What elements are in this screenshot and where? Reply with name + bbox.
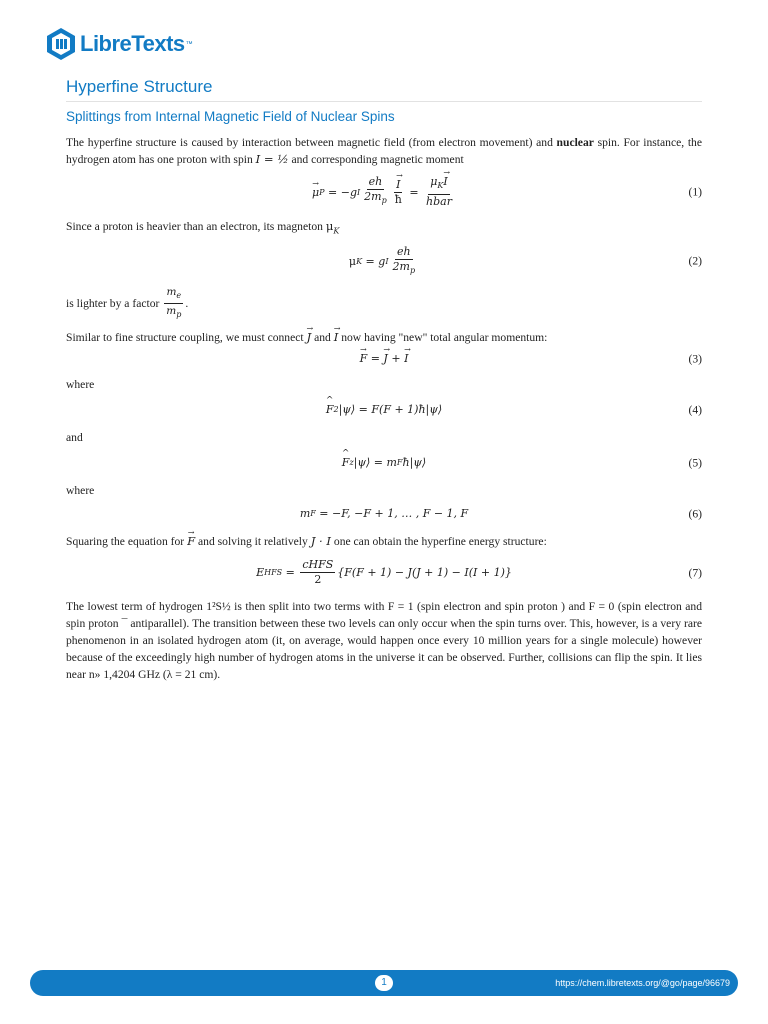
coupling-j: → J (307, 329, 312, 346)
where-text-2: where (66, 483, 95, 497)
eq5-m-sub: F (396, 458, 403, 467)
eq7-e-sub: HFS (264, 568, 283, 577)
coupling-and: and (311, 330, 334, 344)
coupling-text-1: Similar to fine structure coupling, we must connect (66, 330, 307, 344)
equation-3 (66, 346, 702, 372)
equation-number-4: (4) (688, 403, 702, 416)
equation-5 (66, 448, 702, 478)
coupling-text-2: now having "new" total angular momentum: (338, 330, 548, 344)
squaring-text-1: Squaring the equation for (66, 534, 188, 548)
eq1-g-sub: I (357, 187, 361, 197)
equation-7 (66, 552, 702, 594)
eq1-f3-num-mu: μ (430, 175, 438, 189)
equation-number-1: (1) (688, 185, 702, 199)
hyperfine-conclusion-paragraph: The lowest term of hydrogen 1²S½ is then split into two terms with F = 1 (spin electron and spin proton ) and F = 0 (spin electron and spin proton ¯ antiparallel). The transition between these two levels can only occur when the spin turns over. This, however, is a very rare phenomenon in an isolated hydrogen atom (it, on average, would happen once every 10 million years for a single molecule) however because of the exceedingly high number of hydrogen atoms in the universe it can be observed. Further, collisions can flip the spin. It lies near n» 1,4204 GHz (λ = 21 cm). (66, 599, 702, 681)
eq5-rest: |ψ⟩ = m (353, 456, 397, 469)
eq7-fraction (300, 558, 335, 587)
brand-trademark: ™ (185, 40, 193, 48)
magneton-symbol: μ (325, 219, 334, 233)
eq5-end: ħ|ψ⟩ (402, 456, 427, 469)
eq1-f1-num: eh (368, 175, 383, 189)
eq3-j: → J (383, 350, 387, 367)
lighter-end: . (185, 297, 189, 311)
equation-number-7: (7) (688, 566, 702, 579)
and-text: and (66, 430, 83, 444)
equation-6 (66, 499, 702, 529)
title-divider (66, 101, 702, 102)
eq2-mu: μ (348, 254, 357, 268)
eq2-num: eh (396, 244, 411, 258)
section-title: Splittings from Internal Magnetic Field of Nuclear Spins (66, 109, 395, 124)
lighter-num-sub: e (176, 291, 182, 301)
lighter-paragraph (66, 285, 702, 322)
eq7-rhs: {F(F + 1) − J(J + 1) − I(I + 1)} (337, 566, 512, 579)
eq2-equals-g: = g (362, 254, 386, 268)
eq3-plus: + (387, 352, 405, 365)
equation-number-2: (2) (688, 254, 702, 268)
equation-1 (66, 170, 702, 214)
eq1-f1-den (362, 190, 389, 208)
page-title: Hyperfine Structure (66, 77, 213, 96)
eq1-equals: = (405, 185, 423, 199)
eq2-fraction (391, 245, 418, 278)
eq4-sup: 2 (333, 405, 339, 414)
eq1-f1-den-sub: p (381, 196, 387, 206)
eq1-fraction-mu-i (424, 175, 454, 208)
intro-text-2: spin. For instance, the hydrogen atom has one proton with spin (66, 136, 702, 166)
eq1-mu-sub: P (319, 187, 325, 197)
equation-number-5: (5) (688, 456, 702, 469)
footer-page-link[interactable]: https://chem.libretexts.org/@go/page/96679 (555, 978, 730, 988)
eq4-f-hat: ^ F (326, 401, 334, 418)
lighter-num: m (166, 286, 177, 299)
squaring-paragraph (66, 533, 702, 550)
squaring-j-dot-i: J · I (310, 533, 331, 548)
page-number-badge: 1 (375, 975, 393, 991)
page-footer (30, 970, 738, 996)
eq2-g-sub: I (385, 256, 389, 266)
eq4-rest: |ψ⟩ = F(F + 1)ħ (338, 403, 426, 416)
article-body (66, 134, 702, 683)
eq7-num: cHFS (302, 558, 334, 571)
eq6-m: m (299, 507, 311, 520)
magneton-sub: K (333, 226, 340, 236)
brand-name: LibreTexts (80, 31, 185, 56)
equation-number-3: (3) (688, 352, 702, 365)
where-text-1: where (66, 377, 95, 391)
eq1-fraction-i-hbar (393, 178, 404, 207)
coupling-i: → I (334, 329, 339, 346)
eq2-mu-sub: K (356, 256, 363, 266)
eq3-f: → F (360, 350, 368, 367)
eq4-end: |ψ⟩ (425, 403, 443, 416)
eq7-equals: = (282, 566, 299, 579)
intro-bold-nuclear: nuclear (556, 136, 594, 149)
eq1-minus-g: = −g (324, 185, 357, 199)
eq1-f3-num-i: → I (443, 175, 447, 189)
eq2-den-sub: p (409, 265, 416, 275)
magneton-paragraph (66, 218, 702, 239)
equation-2 (66, 241, 702, 281)
squaring-text-2: and solving it relatively (195, 534, 311, 548)
squaring-text-3: one can obtain the hyperfine energy structure: (331, 534, 547, 548)
equation-4 (66, 395, 702, 425)
eq1-f1-den-text: 2m (364, 190, 382, 204)
lighter-den-sub: p (176, 310, 182, 320)
equation-number-6: (6) (688, 507, 702, 520)
libretexts-logo[interactable] (46, 26, 193, 62)
eq1-f2-num: → I (396, 178, 400, 192)
libretexts-logo-icon (46, 27, 76, 61)
eq7-e: E (256, 566, 265, 579)
intro-text-1: The hyperfine structure is caused by interaction between magnetic field (from electron movement) and (66, 136, 557, 149)
eq5-f-hat: ^ F (342, 454, 350, 471)
eq6-rhs: = −F, −F + 1, … , F − 1, F (315, 507, 469, 520)
eq6-m-sub: F (310, 509, 316, 518)
eq1-f3-num-sub: K (437, 181, 444, 191)
eq1-fraction-eh (362, 175, 389, 208)
lighter-fraction (164, 285, 183, 322)
lighter-text: is lighter by a factor (66, 297, 163, 311)
intro-text-3: and corresponding magnetic moment (288, 153, 464, 166)
intro-paragraph (66, 134, 702, 168)
eq1-f2-den: ħ (394, 192, 402, 206)
eq1-f3-den: hbar (426, 194, 452, 208)
eq2-den: 2m (392, 259, 410, 273)
intro-spin-value: I = ½ (255, 152, 289, 166)
eq3-equals: = (367, 352, 384, 365)
eq7-den: 2 (314, 573, 322, 586)
eq3-i: → I (404, 350, 408, 367)
eq1-mu: → μ (312, 184, 319, 201)
squaring-f: → F (187, 533, 195, 550)
eq5-sub: z (349, 458, 354, 467)
magneton-text: Since a proton is heavier than an electron, its magneton (66, 220, 326, 233)
lighter-den: m (166, 305, 177, 318)
